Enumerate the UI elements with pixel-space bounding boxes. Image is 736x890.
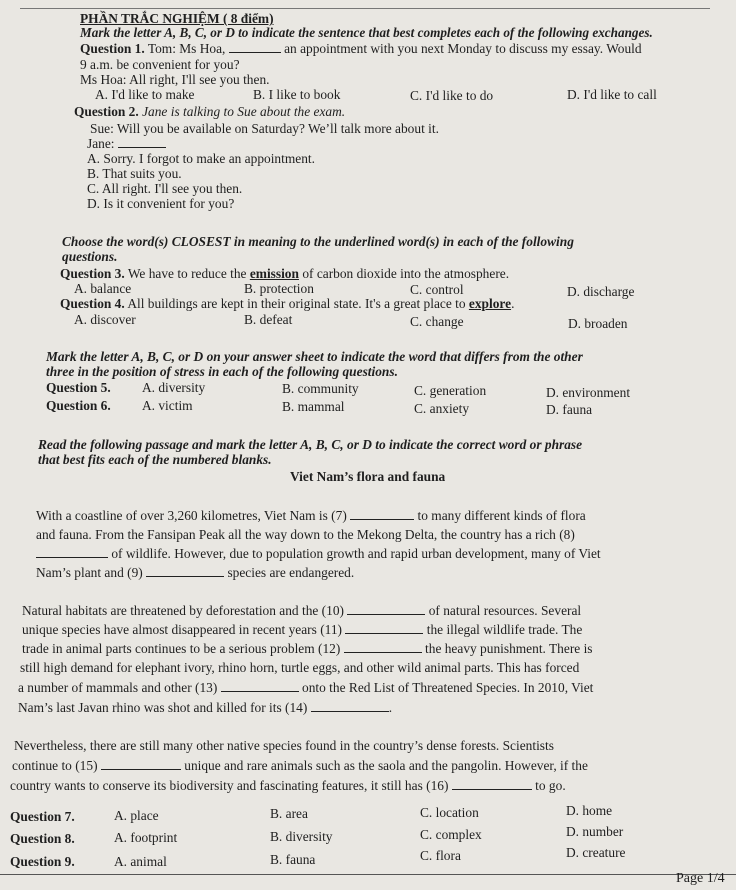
passage-p1-line3	[36, 546, 601, 561]
question-3-text-pre: We have to reduce the	[127, 266, 247, 281]
passage-p2-line6	[18, 700, 392, 715]
q3-option-b: B. protection	[244, 281, 314, 296]
q6-option-d: D. fauna	[546, 402, 593, 417]
question-4-text-pre: All buildings are kept in their original state. It's a great place to	[127, 296, 466, 311]
passage-p2-line2	[22, 622, 582, 637]
q6-option-b: B. mammal	[282, 399, 345, 414]
passage-text: of wildlife. However, due to population growth and rapid urban development, many of Viet	[111, 546, 601, 561]
question-4-text-post: .	[511, 296, 515, 311]
q7-option-a: A. place	[114, 808, 159, 823]
passage-p2-line5	[18, 680, 593, 695]
passage-text: .	[388, 700, 393, 715]
instruction-stress: Mark the letter A, B, C, or D on your answer sheet to indicate the word that differs from the other	[46, 349, 583, 364]
passage-text: the illegal wildlife trade. The	[426, 622, 583, 637]
passage-text: the heavy punishment. There is	[425, 641, 593, 656]
q4-option-a: A. discover	[74, 312, 136, 327]
question-1-label: Question 1.	[80, 41, 145, 56]
passage-text: species are endangered.	[227, 565, 355, 580]
instruction-exchanges: Mark the letter A, B, C, or D to indicate the sentence that best completes each of the following exchanges.	[80, 25, 653, 40]
q5-option-b: B. community	[282, 381, 359, 396]
question-3-underlined: emission	[249, 266, 299, 281]
question-1-text-b: an appointment with you next Monday to discuss my essay. Would	[284, 41, 642, 56]
blank-16	[452, 779, 532, 790]
q5-option-d: D. environment	[546, 385, 631, 400]
q2-option-d: D. Is it convenient for you?	[87, 196, 235, 211]
q6-option-a: A. victim	[142, 398, 193, 413]
question-6-label: Question 6.	[46, 398, 111, 413]
passage-text: a number of mammals and other (13)	[18, 680, 218, 695]
section-title: PHẦN TRẮC NGHIỆM ( 8 điểm)	[80, 11, 274, 26]
question-1-line2: 9 a.m. be convenient for you?	[80, 57, 240, 72]
q8-option-b: B. diversity	[270, 829, 333, 844]
passage-p3-line3	[10, 778, 566, 793]
q7-option-d: D. home	[566, 803, 613, 818]
passage-text: to go.	[535, 778, 566, 793]
top-divider	[20, 8, 710, 9]
question-3-label: Question 3.	[60, 266, 125, 281]
question-2	[74, 104, 345, 119]
question-2-jane	[87, 136, 166, 151]
passage-text: trade in animal parts continues to be a serious problem (12)	[22, 641, 341, 656]
instruction-closest-meaning: Choose the word(s) CLOSEST in meaning to the underlined word(s) in each of the following	[62, 234, 574, 249]
question-2-blank	[118, 137, 166, 148]
question-1	[80, 41, 642, 56]
question-1-blank	[229, 42, 281, 53]
q1-option-d: D. I'd like to call	[567, 87, 657, 102]
q3-option-c: C. control	[410, 282, 464, 297]
q1-option-b: B. I like to book	[253, 87, 341, 102]
passage-title: Viet Nam’s flora and fauna	[290, 469, 446, 484]
blank-12	[344, 642, 422, 653]
passage-p1-line4	[36, 565, 354, 580]
passage-text: unique species have almost disappeared in recent years (11)	[22, 622, 343, 637]
q4-option-b: B. defeat	[244, 312, 293, 327]
q7-option-b: B. area	[270, 806, 308, 821]
question-2-sue: Sue: Will you be available on Saturday? We’ll talk more about it.	[90, 121, 439, 136]
question-7-label: Question 7.	[10, 809, 75, 824]
page-number: Page 1/4	[676, 871, 725, 886]
question-4-underlined: explore	[468, 296, 512, 311]
question-1-line3: Ms Hoa: All right, I'll see you then.	[80, 72, 270, 87]
q3-option-d: D. discharge	[567, 284, 635, 299]
blank-15	[101, 759, 181, 770]
passage-text: to many different kinds of flora	[417, 508, 586, 523]
passage-text: continue to (15)	[12, 758, 98, 773]
passage-p3-line1: Nevertheless, there are still many other native species found in the country’s dense forests. Scientists	[14, 738, 554, 753]
q2-option-a: A. Sorry. I forgot to make an appointment.	[87, 151, 315, 166]
question-4	[60, 296, 514, 311]
q9-option-b: B. fauna	[270, 852, 316, 867]
passage-text: unique and rare animals such as the saola and the pangolin. However, if the	[184, 758, 588, 773]
question-9-label: Question 9.	[10, 854, 75, 869]
question-5-label: Question 5.	[46, 380, 111, 395]
q2-option-b: B. That suits you.	[87, 166, 182, 181]
question-2-prompt: Jane is talking to Sue about the exam.	[142, 104, 346, 119]
q5-option-c: C. generation	[414, 383, 487, 398]
passage-text: Natural habitats are threatened by deforestation and the (10)	[22, 603, 344, 618]
instruction-closest-meaning-2: questions.	[62, 249, 118, 264]
passage-p2-line3	[22, 641, 593, 656]
question-1-text-a: Tom: Ms Hoa,	[147, 41, 226, 56]
passage-p3-line2	[12, 758, 588, 773]
instruction-passage: Read the following passage and mark the letter A, B, C, or D to indicate the correct word or phrase	[38, 437, 583, 452]
passage-p1-line2: and fauna. From the Fansipan Peak all the way down to the Mekong Delta, the country has a rich (8)	[36, 527, 575, 542]
passage-text: With a coastline of over 3,260 kilometres, Viet Nam is (7)	[36, 508, 347, 523]
blank-13	[221, 681, 299, 692]
blank-8	[36, 547, 108, 558]
passage-text: of natural resources. Several	[428, 603, 582, 618]
question-8-label: Question 8.	[10, 831, 75, 846]
blank-11	[345, 623, 423, 634]
q9-option-a: A. animal	[114, 854, 167, 869]
q1-option-c: C. I'd like to do	[410, 88, 494, 103]
q4-option-c: C. change	[410, 314, 464, 329]
passage-p2-line1	[22, 603, 581, 618]
question-4-label: Question 4.	[60, 296, 125, 311]
blank-10	[347, 604, 425, 615]
q8-option-c: C. complex	[420, 827, 482, 842]
q9-option-c: C. flora	[420, 848, 461, 863]
passage-text: onto the Red List of Threatened Species. In 2010, Viet	[302, 680, 594, 695]
bottom-divider	[0, 874, 736, 875]
q9-option-d: D. creature	[566, 845, 626, 860]
question-2-label: Question 2.	[74, 104, 139, 119]
instruction-passage-2: that best fits each of the numbered blanks.	[38, 452, 272, 467]
q7-option-c: C. location	[420, 805, 479, 820]
q5-option-a: A. diversity	[142, 380, 206, 395]
question-2-jane-label: Jane:	[87, 136, 115, 151]
instruction-stress-2: three in the position of stress in each of the following questions.	[46, 364, 398, 379]
q8-option-a: A. footprint	[114, 830, 178, 845]
blank-7	[350, 509, 414, 520]
passage-text: Nam’s last Javan rhino was shot and killed for its (14)	[18, 700, 308, 715]
passage-p2-line4: still high demand for elephant ivory, rhino horn, turtle eggs, and other wild animal parts. This has forced	[20, 660, 580, 675]
passage-text: Nam’s plant and (9)	[36, 565, 143, 580]
blank-9	[146, 566, 224, 577]
blank-14	[311, 701, 389, 712]
q6-option-c: C. anxiety	[414, 401, 470, 416]
q8-option-d: D. number	[566, 824, 624, 839]
passage-text: country wants to conserve its biodiversity and fascinating features, it still has (16)	[10, 778, 449, 793]
passage-p1-line1	[36, 508, 586, 523]
q1-option-a: A. I'd like to make	[95, 87, 195, 102]
q3-option-a: A. balance	[74, 281, 132, 296]
q2-option-c: C. All right. I'll see you then.	[87, 181, 243, 196]
question-3-text-post: of carbon dioxide into the atmosphere.	[302, 266, 510, 281]
q4-option-d: D. broaden	[568, 316, 628, 331]
question-3	[60, 266, 509, 281]
